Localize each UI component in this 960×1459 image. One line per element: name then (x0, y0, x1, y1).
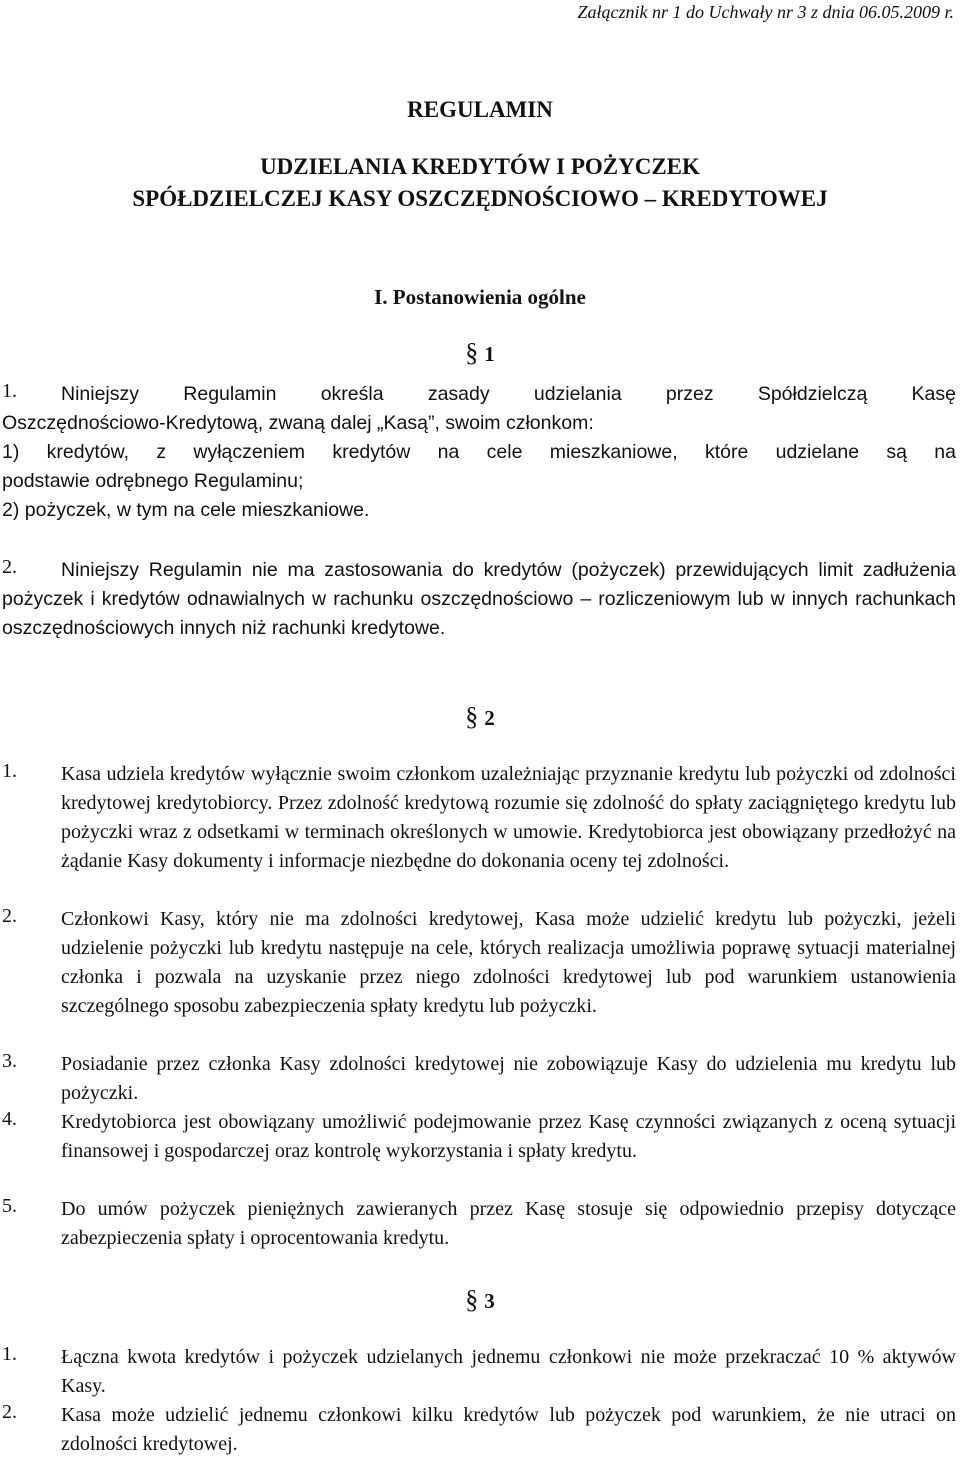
document-subtitle-line-1: UDZIELANIA KREDYTÓW I POŻYCZEK (260, 154, 700, 179)
section-symbol: § (465, 1285, 479, 1314)
section-1-paragraph-2: Niniejszy Regulamin nie ma zastosowania do kredytów (pożyczek) przewidujących limit zadłużenia pożyczek i kredytów odnawialnych w rachunku oszczędnościowo – rozliczeniowym lub w innych rachunkach oszczędnościowych innych niż rachunki kredytowe. (2, 559, 956, 639)
document-subtitle-line-2: SPÓŁDZIELCZEJ KASY OSZCZĘDNOŚCIOWO – KREDYTOWEJ (132, 186, 828, 211)
section-number: 2 (484, 706, 495, 730)
text-line: 1) kredytów, z wyłączeniem kredytów na cele mieszkaniowe, które udzielane są na (2, 441, 956, 463)
text-line: podstawie odrębnego Regulaminu; (2, 470, 304, 492)
section-2-item-1: Kasa udziela kredytów wyłącznie swoim członkom uzależniając przyznanie kredytu lub pożyczki od zdolności kredytowej kredytobiorcy. Przez zdolność kredytową rozumie się zdolność do spłaty zaciągniętego kredytu lub pożyczki wraz z odsetkami w terminach określonych w umowie. Kredytobiorca jest obowiązany przedłożyć na żądanie Kasy dokumenty i informacje niezbędne do dokonania oceny tej zdolności. (61, 763, 956, 872)
document-title: REGULAMIN (407, 97, 553, 122)
section-symbol: § (465, 338, 479, 367)
section-2-item-2: Członkowi Kasy, który nie ma zdolności kredytowej, Kasa może udzielić kredytu lub pożyczki, jeżeli udzielenie pożyczki lub kredytu następuje na cele, których realizacja umożliwia poprawę sytuacji materialnej członka i pozwala na uzyskanie przez niego zdolności kredytowej lub pod warunkiem ustanowienia szczególnego sposobu zabezpieczenia spłaty kredytu lub pożyczki. (61, 908, 956, 1017)
section-2-item-3: Posiadanie przez członka Kasy zdolności kredytowej nie zobowiązuje Kasy do udzielenia mu kredytu lub pożyczki. (61, 1053, 956, 1104)
section-3-item-1: Łączna kwota kredytów i pożyczek udzielanych jednemu członkowi nie może przekraczać 10 % aktywów Kasy. (61, 1346, 956, 1397)
section-3-item-2: Kasa może udzielić jednemu członkowi kilku kredytów lub pożyczek pod warunkiem, że nie utraci on zdolności kredytowej. (61, 1404, 956, 1455)
text-line: Oszczędnościowo-Kredytową, zwaną dalej „Kasą”, swoim członkom: (2, 412, 594, 434)
section-heading-2 (0, 702, 960, 732)
item-number: 1. (2, 760, 17, 782)
section-2-item-5: Do umów pożyczek pieniężnych zawieranych przez Kasę stosuje się odpowiednio przepisy dotyczące zabezpieczenia spłaty i oprocentowania kredytu. (61, 1198, 956, 1249)
annex-note: Załącznik nr 1 do Uchwały nr 3 z dnia 06.05.2009 r. (577, 2, 954, 22)
section-symbol: § (465, 702, 479, 731)
text-line: Niniejszy Regulamin określa zasady udzielania przez Spółdzielczą Kasę (61, 383, 956, 405)
item-number: 2. (2, 1401, 17, 1423)
paragraph-number: 2. (2, 556, 17, 578)
item-number: 1. (2, 1343, 17, 1365)
section-heading-3 (0, 1285, 960, 1315)
section-2-item-4: Kredytobiorca jest obowiązany umożliwić podejmowanie przez Kasę czynności związanych z oceną sytuacji finansowej i gospodarczej oraz kontrolę wykorzystania i spłaty kredytu. (61, 1111, 956, 1162)
item-number: 4. (2, 1108, 17, 1130)
section-number: 3 (484, 1289, 495, 1313)
chapter-heading: I. Postanowienia ogólne (374, 285, 586, 309)
text-line: 2) pożyczek, w tym na cele mieszkaniowe. (2, 499, 370, 521)
item-number: 3. (2, 1050, 17, 1072)
paragraph-number: 1. (2, 380, 17, 402)
section-1-paragraph-1 (2, 380, 956, 525)
item-number: 2. (2, 905, 17, 927)
item-number: 5. (2, 1195, 17, 1217)
section-number: 1 (484, 342, 495, 366)
section-heading-1 (0, 338, 960, 368)
